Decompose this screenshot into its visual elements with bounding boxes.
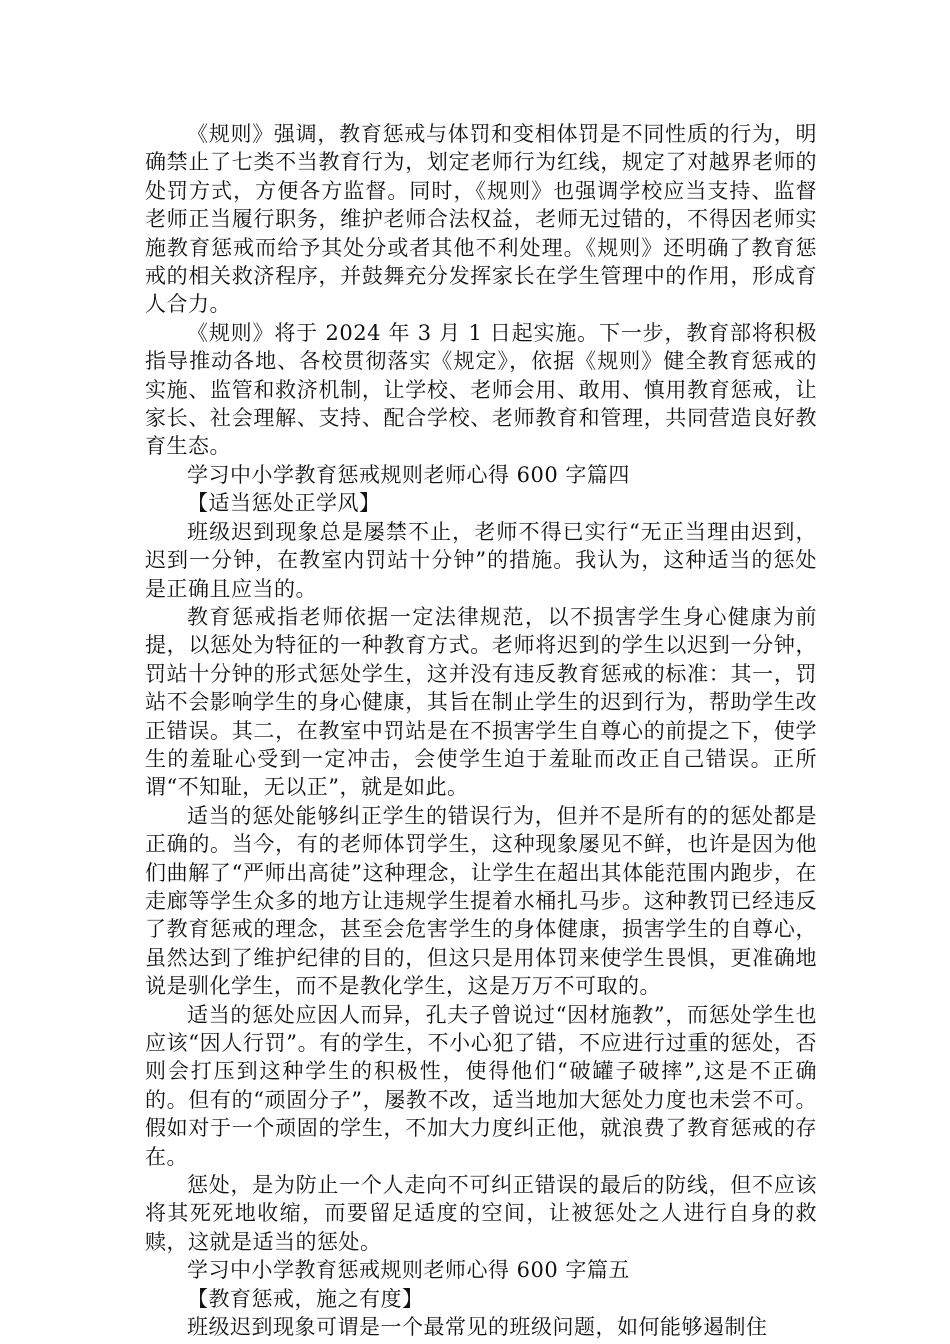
paragraph-individualized-punishment: 适当的惩处应因人而异，孔夫子曾说过“因材施教”，而惩处学生也应该“因人行罚”。有的学生，不小心犯了错，不应进行过重的惩处，否则会打压到这种学生的积极性，使得他们“破罐子破摔”,这是不正确的。但有的“顽固分子”，屡教不改，适当地加大惩处力度也未尝不可。假如对于一个顽固的学生，不加大力度纠正他，就浪费了教育惩戒的存在。 xyxy=(145,1002,817,1169)
paragraph-rules-emphasis: 《规则》强调，教育惩戒与体罚和变相体罚是不同性质的行为，明确禁止了七类不当教育行为，划定老师行为红线，规定了对越界老师的处罚方式，方便各方监督。同时，《规则》也强调学校应当支持、监督老师正当履行职务，维护老师合法权益，老师无过错的，不得因老师实施教育惩戒而给予其处分或者其他不利处理。《规则》还明确了教育惩戒的相关救济程序，并鼓舞充分发挥家长在学生管理中的作用，形成育人合力。 xyxy=(145,122,817,317)
paragraph-corporal-punishment: 适当的惩处能够纠正学生的错误行为，但并不是所有的的惩处都是正确的。当今，有的老师体罚学生，这种现象屡见不鲜，也许是因为他们曲解了“严师出高徒”这种理念，让学生在超出其体能范围内跑步，在走廊等学生众多的地方让违规学生提着水桶扎马步。这种教罚已经违反了教育惩戒的理念，甚至会危害学生的身体健康，损害学生的自尊心，虽然达到了维护纪律的目的，但这只是用体罚来使学生畏惧，更准确地说是驯化学生，而不是教化学生，这是万万不可取的。 xyxy=(145,803,817,999)
subtitle-part-five: 【教育惩戒，施之有度】 xyxy=(187,1286,424,1311)
paragraph-lateness-measure: 班级迟到现象总是屡禁不止，老师不得已实行“无正当理由迟到，迟到一分钟，在教室内罚站十分钟”的措施。我认为，这种适当的惩处是正确且应当的。 xyxy=(145,519,817,601)
section-title-part-four: 学习中小学教育惩戒规则老师心得 600 字篇四 xyxy=(187,462,630,487)
section-title-part-five: 学习中小学教育惩戒规则老师心得 600 字篇五 xyxy=(187,1258,630,1283)
subtitle-part-four: 【适当惩处正学风】 xyxy=(187,491,381,516)
document-page xyxy=(145,120,817,1341)
paragraph-conclusion: 惩处，是为防止一个人走向不可纠正错误的最后的防线，但不应该将其死死地收缩，而要留足适度的空间，让被惩处之人进行自身的救赎，这就是适当的惩处。 xyxy=(145,1173,817,1254)
paragraph-definition: 教育惩戒指老师依据一定法律规范，以不损害学生身心健康为前提，以惩处为特征的一种教育方式。老师将迟到的学生以迟到一分钟，罚站十分钟的形式惩处学生，这并没有违反教育惩戒的标准：其一，罚站不会影响学生的身心健康，其旨在制止学生的迟到行为，帮助学生改正错误。其二，在教室中罚站是在不损害学生自尊心的前提之下，使学生的羞耻心受到一定冲击，会使学生迫于羞耻而改正自己错误。正所谓“不知耻，无以正”，就是如此。 xyxy=(145,604,817,800)
paragraph-implementation-date: 《规则》将于 2024 年 3 月 1 日起实施。下一步，教育部将积极指导推动各地、各校贯彻落实《规定》，依据《规则》健全教育惩戒的实施、监管和救济机制，让学校、老师会用、敢用、慎用教育惩戒，让家长、社会理解、支持、配合学校、老师教育和管理，共同营造良好教育生态。 xyxy=(145,320,817,459)
paragraph-part-five-opening: 班级迟到现象可谓是一个最常见的班级问题，如何能够遏制住 xyxy=(187,1315,768,1340)
